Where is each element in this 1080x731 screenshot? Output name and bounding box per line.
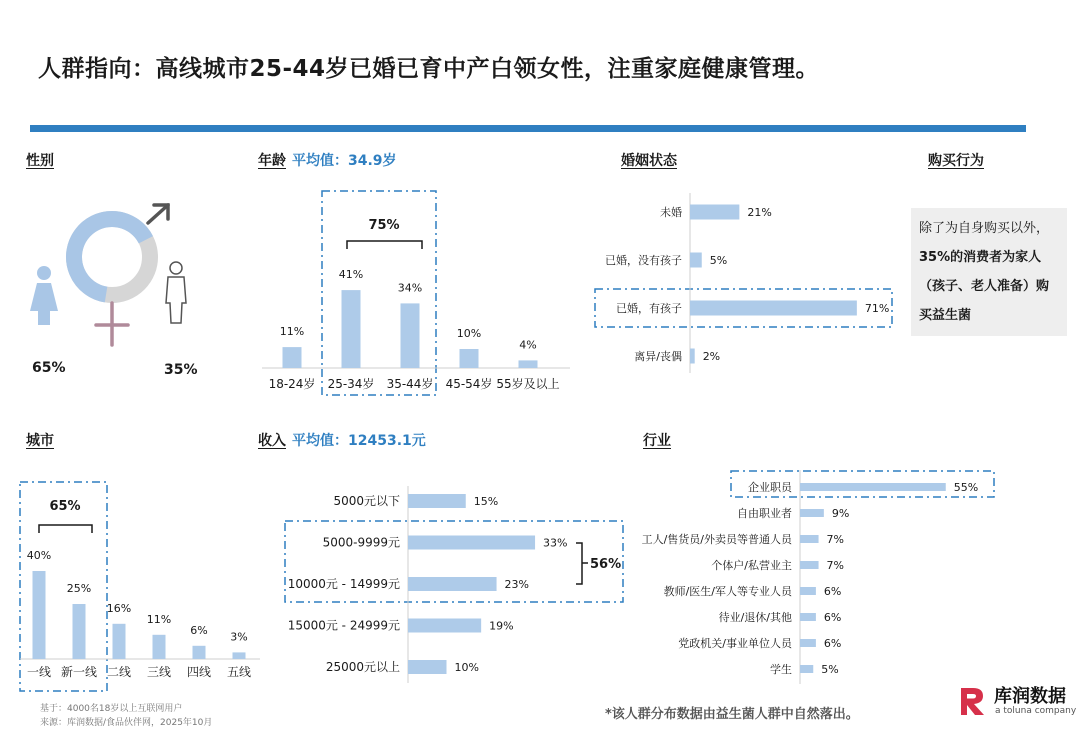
- industry-bar: [800, 613, 816, 621]
- city-value-label: 3%: [230, 630, 248, 644]
- income-bracket-label: 56%: [590, 557, 622, 572]
- industry-category-label: 企业职员: [748, 481, 792, 494]
- income-value-label: 10%: [454, 661, 479, 674]
- income-bar: [408, 619, 481, 633]
- industry-bar: [800, 561, 819, 569]
- age-category-label: 25-34岁: [327, 377, 375, 391]
- female-percent: 65%: [32, 360, 66, 376]
- income-chart: [280, 478, 640, 688]
- income-value-label: 33%: [543, 536, 568, 550]
- marital-value-label: 71%: [864, 302, 890, 315]
- income-average: 平均值：12453.1元: [292, 433, 426, 449]
- city-category-label: 新一线: [60, 665, 98, 679]
- age-category-label: 45-54岁: [445, 377, 493, 391]
- industry-value-label: 5%: [821, 663, 839, 676]
- age-category-label: 55岁及以上: [496, 377, 560, 391]
- industry-category-label: 工人/售货员/外卖员等普通人员: [641, 533, 792, 546]
- marital-category-label: 已婚，没有孩子: [605, 254, 682, 267]
- income-bar: [408, 577, 497, 591]
- logo-r-icon: [958, 686, 988, 716]
- income-bar: [408, 494, 466, 508]
- marital-bar: [690, 205, 739, 220]
- industry-bar: [800, 483, 946, 491]
- city-value-label: 16%: [106, 601, 132, 615]
- age-value-label: 41%: [338, 268, 364, 282]
- purchase-line-4: 买益生菌: [919, 308, 972, 323]
- income-bar: [408, 660, 447, 674]
- city-bar: [33, 571, 46, 659]
- industry-category-label: 个体户/私营业主: [711, 559, 792, 572]
- marital-chart: [590, 185, 900, 375]
- gender-donut: [74, 219, 150, 295]
- industry-category-label: 自由职业者: [737, 507, 792, 520]
- city-value-label: 11%: [146, 612, 172, 626]
- purchase-line-3: （孩子、老人准备）购: [919, 279, 1050, 294]
- industry-chart: [600, 466, 1020, 686]
- logo-tagline: a toluna company: [995, 706, 1077, 716]
- age-section-label: 年龄 平均值：34.9岁: [258, 153, 397, 169]
- age-bar: [342, 290, 361, 368]
- city-bar: [153, 635, 166, 659]
- footnote: [40, 702, 212, 730]
- age-bracket: [347, 241, 422, 249]
- city-bar: [233, 652, 246, 659]
- age-value-label: 4%: [519, 338, 537, 352]
- page-title: 人群指向：高线城市25-44岁已婚已育中产白领女性，注重家庭健康管理。: [38, 56, 820, 82]
- male-symbol-icon: [148, 205, 168, 223]
- city-value-label: 25%: [66, 582, 92, 595]
- industry-bar: [800, 509, 824, 517]
- city-section-label: 城市: [26, 433, 54, 449]
- purchase-line-2: 35%的消费者为家人: [919, 250, 1042, 265]
- age-value-label: 34%: [397, 281, 423, 295]
- city-bracket: [39, 525, 92, 533]
- income-value-label: 23%: [504, 578, 530, 591]
- marital-value-label: 21%: [747, 206, 772, 219]
- income-value-label: 15%: [473, 495, 499, 508]
- age-bar: [460, 349, 479, 368]
- industry-value-label: 6%: [823, 637, 842, 650]
- distribution-note: *该人群分布数据由益生菌人群中自然落出。: [605, 707, 859, 722]
- industry-value-label: 7%: [826, 533, 845, 546]
- city-chart: [15, 478, 265, 693]
- industry-value-label: 6%: [823, 611, 842, 624]
- city-bar: [193, 646, 206, 659]
- age-category-label: 35-44岁: [386, 377, 434, 391]
- industry-category-label: 学生: [770, 663, 792, 676]
- industry-section-label: 行业: [643, 433, 671, 449]
- logo-name: 库润数据: [994, 686, 1066, 707]
- female-symbol-icon: [96, 303, 128, 345]
- industry-bar: [800, 639, 816, 647]
- income-bar: [408, 536, 535, 550]
- income-category-label: 5000元以下: [333, 494, 400, 508]
- income-category-label: 5000-9999元: [322, 535, 400, 550]
- footnote-base: 基于：4000名18岁以上互联网用户: [40, 704, 183, 714]
- age-bar: [283, 347, 302, 368]
- industry-bar: [800, 535, 819, 543]
- city-category-label: 五线: [226, 665, 252, 679]
- marital-value-label: 5%: [709, 254, 728, 267]
- income-category-label: 25000元以上: [325, 660, 400, 674]
- male-figure-icon: [166, 262, 186, 323]
- industry-category-label: 教师/医生/军人等专业人员: [663, 585, 792, 598]
- age-value-label: 11%: [279, 325, 305, 339]
- marital-bar: [690, 349, 695, 364]
- income-section-label: 收入 平均值：12453.1元: [258, 433, 426, 449]
- footnote-source: 来源：库润数据/食品伙伴网，2025年10月: [40, 718, 213, 728]
- industry-value-label: 9%: [831, 507, 850, 520]
- age-value-label: 10%: [456, 327, 482, 340]
- purchase-line-1: 除了为自身购买以外，: [919, 221, 1050, 236]
- industry-bar: [800, 587, 816, 595]
- income-bracket: [576, 543, 588, 584]
- city-bar: [73, 604, 86, 659]
- purchase-callout: [911, 208, 1067, 336]
- age-category-label: 18-24岁: [268, 377, 316, 391]
- city-bar: [113, 624, 126, 659]
- gender-chart: [20, 195, 210, 385]
- age-average: 平均值：34.9岁: [292, 153, 397, 169]
- female-figure-icon: [30, 266, 58, 325]
- marital-bar: [690, 301, 857, 316]
- city-value-label: 6%: [190, 623, 208, 637]
- marital-category-label: 已婚，有孩子: [616, 302, 682, 315]
- industry-category-label: 待业/退休/其他: [718, 611, 792, 624]
- purchase-section-label: 购买行为: [928, 153, 984, 169]
- city-category-label: 二线: [106, 665, 132, 679]
- industry-bar: [800, 665, 813, 673]
- marital-category-label: 离异/丧偶: [634, 350, 682, 363]
- industry-value-label: 55%: [953, 481, 979, 494]
- marital-bar: [690, 253, 702, 268]
- income-value-label: 19%: [489, 619, 514, 633]
- industry-value-label: 6%: [823, 585, 842, 598]
- marital-value-label: 2%: [702, 350, 721, 363]
- city-category-label: 三线: [146, 665, 172, 679]
- age-bracket-label: 75%: [368, 218, 400, 233]
- city-category-label: 四线: [186, 665, 212, 679]
- age-chart: [258, 185, 578, 400]
- gender-section-label: 性别: [26, 153, 54, 169]
- industry-category-label: 党政机关/事业单位人员: [678, 637, 792, 650]
- marital-category-label: 未婚: [660, 206, 682, 219]
- marital-section-label: 婚姻状态: [621, 153, 677, 169]
- title-divider: [30, 125, 1026, 132]
- age-bar: [401, 303, 420, 368]
- industry-value-label: 7%: [826, 559, 845, 572]
- city-bracket-label: 65%: [49, 499, 81, 514]
- male-percent: 35%: [164, 362, 198, 378]
- city-value-label: 40%: [26, 549, 52, 562]
- income-category-label: 15000元 - 24999元: [287, 618, 400, 633]
- age-bar: [519, 360, 538, 368]
- city-category-label: 一线: [26, 665, 52, 679]
- income-category-label: 10000元 - 14999元: [287, 577, 400, 591]
